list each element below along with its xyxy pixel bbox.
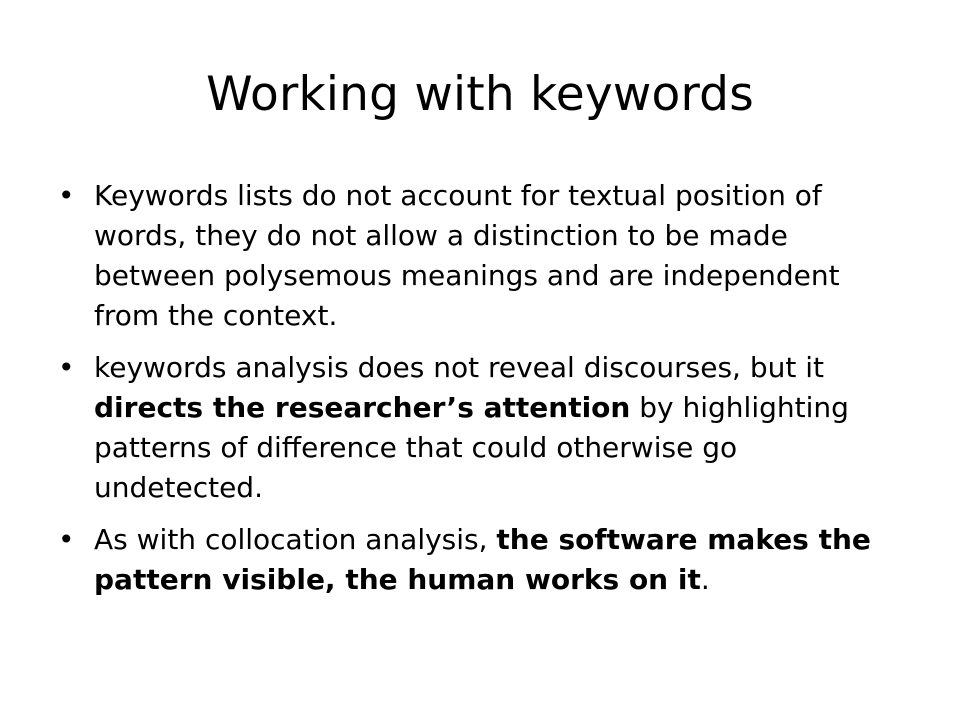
- slide-title: Working with keywords: [206, 67, 754, 122]
- bullet-segment: As with collocation analysis,: [94, 523, 497, 556]
- bullet-segment: .: [700, 563, 710, 596]
- bullet-segment: by highlighting patterns of difference that could otherwise go undetected.: [94, 391, 849, 504]
- bullet-icon: •: [58, 179, 75, 212]
- bullet-text: [94, 351, 849, 504]
- bullet-list: [56, 176, 896, 612]
- bullet-icon: •: [58, 523, 75, 556]
- bullet-item-3: [56, 520, 896, 600]
- bullet-segment: keywords analysis does not reveal discourses, but it: [94, 351, 825, 384]
- bullet-emphasis: the software makes the pattern visible, the human works on it: [94, 523, 871, 596]
- bullet-icon: •: [58, 351, 75, 384]
- bullet-text: [94, 523, 871, 596]
- bullet-segment: Keywords lists do not account for textual position of words, they do not allow a distinction to be made between polysemous meanings and are independent from the context.: [94, 179, 840, 332]
- bullet-item-1: [56, 176, 896, 336]
- bullet-emphasis: directs the researcher’s attention: [94, 391, 631, 424]
- bullet-text: [94, 179, 840, 332]
- bullet-item-2: [56, 348, 896, 508]
